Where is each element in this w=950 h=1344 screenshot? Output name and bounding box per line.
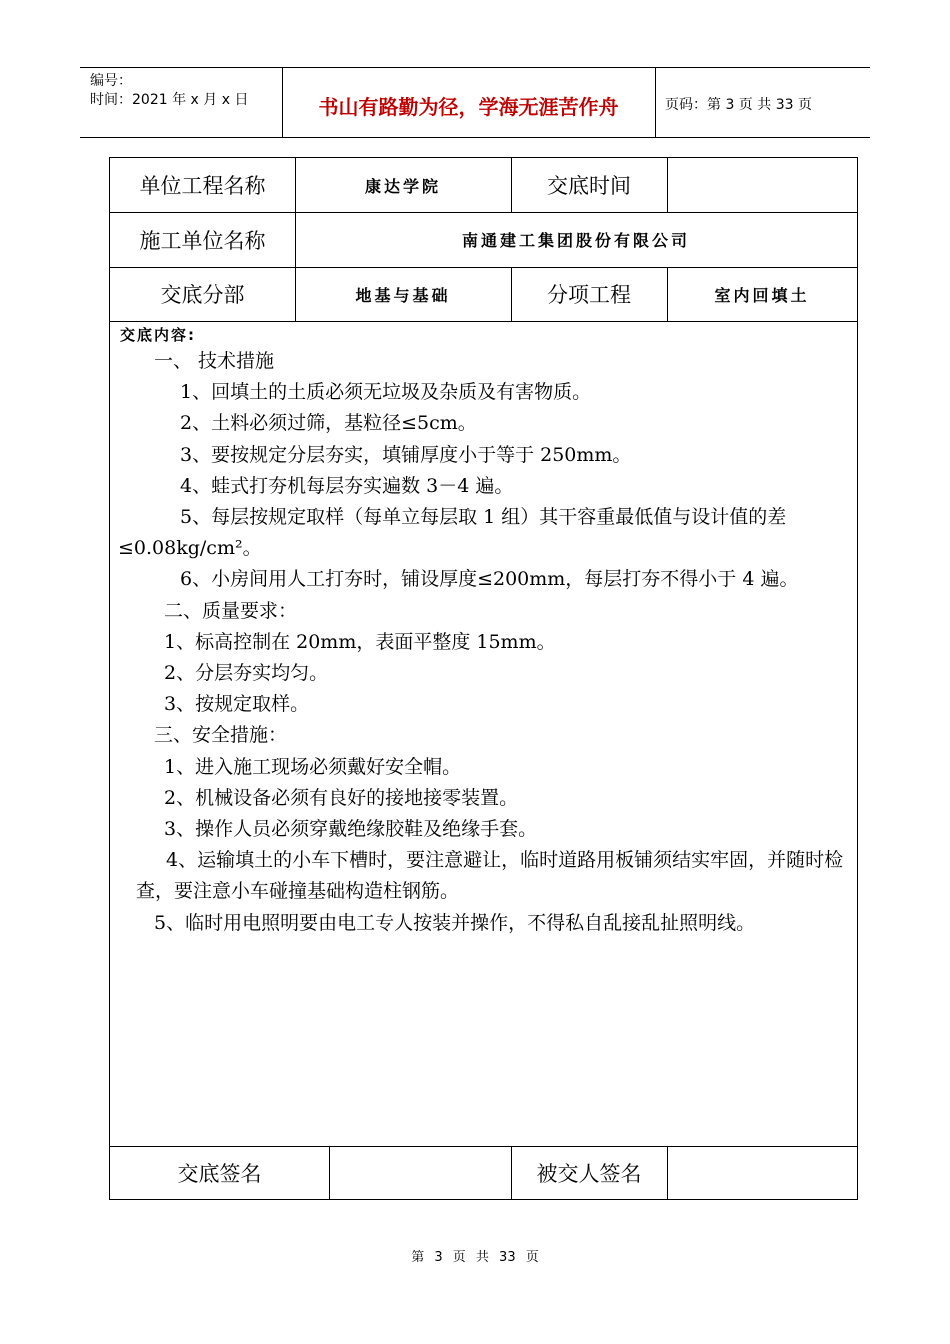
content-line: 4、运输填土的小车下槽时，要注意避让，临时道路用板铺须结实牢固，并随时检查，要注意小车碰撞基础构造柱钢筋。 xyxy=(136,849,844,903)
header-motto: 书山有路勤为径，学海无涯苦作舟 xyxy=(318,95,619,119)
division-label: 交底分部 xyxy=(160,283,245,307)
section-heading: 三、安全措施： xyxy=(154,724,288,747)
project-name-value[interactable]: 康达学院 xyxy=(364,176,441,196)
division-value[interactable]: 地基与基础 xyxy=(355,285,451,305)
handover-sign-label: 交底签名 xyxy=(177,1161,262,1186)
content-line: 1、回填土的土质必须无垃圾及杂质及有害物质。 xyxy=(180,381,592,404)
constructor-name-label: 施工单位名称 xyxy=(139,228,266,253)
page-header xyxy=(80,67,870,138)
subitem-value[interactable]: 室内回填土 xyxy=(714,285,810,305)
content-line: 3、按规定取样。 xyxy=(164,693,310,716)
content-line: 1、标高控制在 20mm，表面平整度 15mm。 xyxy=(164,630,556,653)
handover-form-table xyxy=(109,157,858,1200)
subitem-label: 分项工程 xyxy=(547,283,631,307)
page-footer: 第 3 页 共 33 页 xyxy=(411,1250,539,1265)
content-line: 5、临时用电照明要由电工专人按装并操作，不得私自乱接乱扯照明线。 xyxy=(154,911,756,934)
content-label: 交底内容: xyxy=(120,326,196,344)
content-line: 2、土料必须过筛，基粒径≤5cm。 xyxy=(180,412,477,435)
content-line: 3、操作人员必须穿戴绝缘胶鞋及绝缘手套。 xyxy=(164,818,538,841)
handover-content xyxy=(118,346,847,939)
content-line: 4、蛙式打夯机每层夯实遍数 3－4 遍。 xyxy=(180,474,514,497)
content-line: 3、要按规定分层夯实，填铺厚度小于等于 250mm。 xyxy=(180,443,632,466)
receiver-sign-field[interactable] xyxy=(667,1146,857,1199)
constructor-name-value[interactable]: 南通建工集团股份有限公司 xyxy=(461,231,690,250)
document-number-label: 编号： xyxy=(90,73,132,89)
header-meta xyxy=(90,72,248,110)
section-heading: 二、质量要求： xyxy=(164,599,298,622)
receiver-sign-label: 被交人签名 xyxy=(536,1161,642,1186)
handover-time-value[interactable] xyxy=(667,158,857,212)
content-line: 6、小房间用人工打夯时，铺设厚度≤200mm，每层打夯不得小于 4 遍。 xyxy=(180,568,799,591)
document-date: 时间：2021 年 x 月 x 日 xyxy=(90,92,249,108)
section-heading: 一、 技术措施 xyxy=(154,350,275,372)
content-line: 1、进入施工现场必须戴好安全帽。 xyxy=(164,755,462,778)
content-line: 5、每层按规定取样（每单立每层取 1 组）其干容重最低值与设计值的差≤0.08kg/cm²。 xyxy=(118,506,787,560)
header-divider xyxy=(655,68,656,137)
project-name-label: 单位工程名称 xyxy=(139,174,266,198)
handover-sign-field[interactable] xyxy=(329,1146,511,1199)
header-page-info: 页码：第 3 页 共 33 页 xyxy=(665,97,812,113)
row-divider xyxy=(110,321,857,322)
content-line: 2、分层夯实均匀。 xyxy=(164,662,329,685)
content-line: 2、机械设备必须有良好的接地接零装置。 xyxy=(164,786,519,809)
handover-time-label: 交底时间 xyxy=(547,174,631,198)
